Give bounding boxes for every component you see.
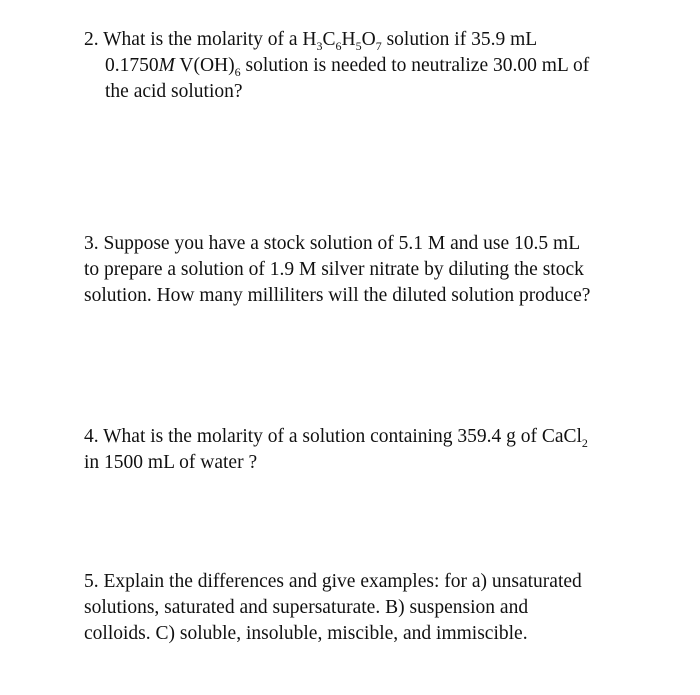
- question-2-line-3: the acid solution?: [105, 81, 243, 102]
- question-4: [84, 424, 588, 476]
- concentration-value: 0.1750: [105, 55, 159, 76]
- question-5: [84, 569, 582, 647]
- question-5-line-3: colloids. C) soluble, insoluble, miscible, and immiscible.: [84, 623, 528, 644]
- question-5-line-1: 5. Explain the differences and give examples: for a) unsaturated: [84, 571, 582, 592]
- subscript: 7: [375, 39, 382, 53]
- question-2-text: solution is needed to neutralize 30.00 mL of: [240, 55, 590, 76]
- formula-element: O: [361, 29, 376, 50]
- question-2-line-2: [84, 53, 589, 79]
- subscript: 5: [355, 39, 362, 53]
- formula-base: V(OH): [174, 55, 235, 76]
- question-4-line-1: [84, 424, 588, 450]
- formula-element: C: [322, 29, 336, 50]
- question-4-text: 4. What is the molarity of a solution containing 359.4 g of CaCl: [84, 426, 582, 447]
- question-2-line-1: [84, 27, 589, 53]
- question-2-text: 2. What is the molarity of a H: [84, 29, 317, 50]
- question-3: [84, 231, 590, 309]
- subscript: 6: [335, 39, 342, 53]
- question-4-line-2: in 1500 mL of water ?: [84, 452, 258, 473]
- question-5-line-2: solutions, saturated and supersaturate. B) suspension and: [84, 597, 529, 618]
- question-3-line-2: to prepare a solution of 1.9 M silver nitrate by diluting the stock: [84, 259, 584, 280]
- question-3-line-1: 3. Suppose you have a stock solution of 5.1 M and use 10.5 mL: [84, 233, 581, 254]
- question-2-text: solution if 35.9 mL: [381, 29, 538, 50]
- formula-element: H: [341, 29, 356, 50]
- question-3-line-3: solution. How many milliliters will the diluted solution produce?: [84, 285, 591, 306]
- subscript: 6: [234, 65, 241, 79]
- molarity-unit: M: [158, 55, 175, 76]
- question-2: [84, 27, 589, 105]
- subscript: 3: [316, 39, 323, 53]
- subscript: 2: [581, 436, 588, 450]
